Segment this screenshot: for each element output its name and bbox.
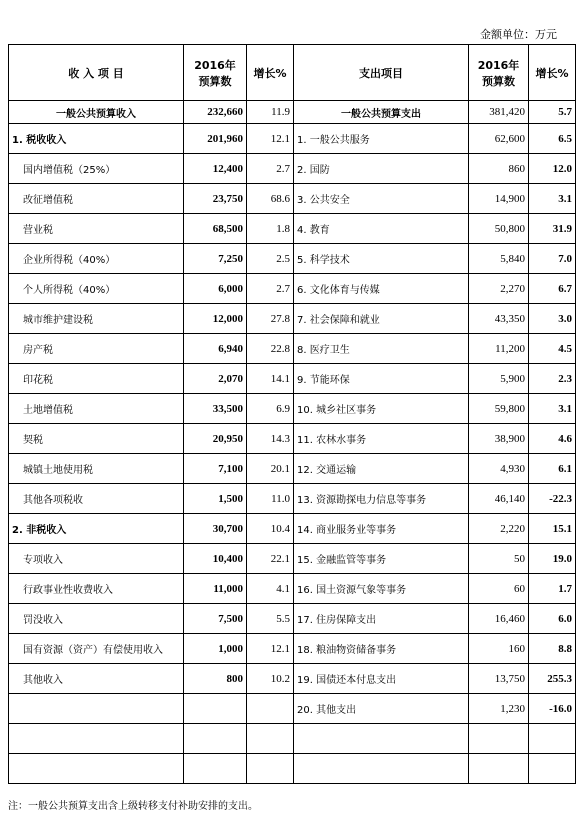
expense-item-cell: 13. 资源勘探电力信息等事务	[294, 484, 469, 514]
table-row	[9, 604, 576, 634]
income-item-cell: 罚没收入	[9, 604, 184, 634]
expense-item-cell: 9. 节能环保	[294, 364, 469, 394]
table-row	[9, 484, 576, 514]
table-row	[9, 634, 576, 664]
income-growth-cell: 10.2	[247, 664, 294, 694]
income-budget-cell: 12,400	[184, 154, 247, 184]
income-budget-cell: 10,400	[184, 544, 247, 574]
expense-budget-cell	[469, 754, 529, 784]
table-row	[9, 244, 576, 274]
table-row	[9, 574, 576, 604]
income-budget-cell: 23,750	[184, 184, 247, 214]
income-item-cell: 行政事业性收费收入	[9, 574, 184, 604]
expense-budget-cell: 381,420	[469, 101, 529, 124]
table-row	[9, 154, 576, 184]
table-row	[9, 184, 576, 214]
income-budget-cell: 7,250	[184, 244, 247, 274]
expense-growth-cell	[529, 724, 576, 754]
expense-budget-header	[469, 45, 529, 101]
income-item-cell	[9, 694, 184, 724]
table-row	[9, 101, 576, 124]
income-budget-cell: 6,000	[184, 274, 247, 304]
income-item-cell: 个人所得税（40%）	[9, 274, 184, 304]
expense-budget-cell: 4,930	[469, 454, 529, 484]
expense-growth-cell: 15.1	[529, 514, 576, 544]
income-growth-cell: 12.1	[247, 634, 294, 664]
income-item-cell: 其他各项税收	[9, 484, 184, 514]
expense-growth-cell: 6.7	[529, 274, 576, 304]
expense-budget-cell: 5,840	[469, 244, 529, 274]
expense-growth-cell: 6.5	[529, 124, 576, 154]
income-item-cell: 其他收入	[9, 664, 184, 694]
income-item-cell: 企业所得税（40%）	[9, 244, 184, 274]
income-growth-cell	[247, 724, 294, 754]
income-item-cell: 国内增值税（25%）	[9, 154, 184, 184]
expense-item-cell: 11. 农林水事务	[294, 424, 469, 454]
table-row	[9, 544, 576, 574]
table-row	[9, 334, 576, 364]
income-growth-cell: 22.1	[247, 544, 294, 574]
income-item-cell: 专项收入	[9, 544, 184, 574]
income-item-cell: 营业税	[9, 214, 184, 244]
income-item-cell: 城市维护建设税	[9, 304, 184, 334]
expense-item-cell: 15. 金融监管等事务	[294, 544, 469, 574]
expense-item-cell: 16. 国土资源气象等事务	[294, 574, 469, 604]
income-budget-cell	[184, 694, 247, 724]
income-growth-cell: 2.5	[247, 244, 294, 274]
budget-table	[8, 44, 576, 784]
expense-budget-cell: 62,600	[469, 124, 529, 154]
footnote: 注：一般公共预算支出含上级转移支付补助安排的支出。	[8, 801, 258, 812]
income-item-cell: 改征增值税	[9, 184, 184, 214]
expense-growth-cell: 3.1	[529, 184, 576, 214]
table-row	[9, 454, 576, 484]
income-growth-cell: 1.8	[247, 214, 294, 244]
expense-item-cell: 10. 城乡社区事务	[294, 394, 469, 424]
expense-growth-cell: 2.3	[529, 364, 576, 394]
expense-budget-cell: 38,900	[469, 424, 529, 454]
table-row	[9, 424, 576, 454]
expense-growth-cell: 6.1	[529, 454, 576, 484]
expense-budget-header-year: 2016年	[477, 58, 520, 72]
table-row	[9, 664, 576, 694]
expense-item-cell: 14. 商业服务业等事务	[294, 514, 469, 544]
table-row	[9, 124, 576, 154]
expense-growth-cell: 4.5	[529, 334, 576, 364]
expense-growth-cell: 12.0	[529, 154, 576, 184]
income-growth-cell: 11.9	[247, 101, 294, 124]
income-item-cell	[9, 724, 184, 754]
expense-growth-cell: -22.3	[529, 484, 576, 514]
income-growth-cell: 11.0	[247, 484, 294, 514]
income-growth-cell: 22.8	[247, 334, 294, 364]
income-growth-cell: 2.7	[247, 274, 294, 304]
expense-growth-header: 增长%	[529, 45, 576, 101]
expense-item-cell: 12. 交通运输	[294, 454, 469, 484]
income-item-header: 收 入 项 目	[9, 45, 184, 101]
income-growth-cell: 4.1	[247, 574, 294, 604]
income-budget-cell: 20,950	[184, 424, 247, 454]
expense-item-header: 支出项目	[294, 45, 469, 101]
expense-budget-cell: 14,900	[469, 184, 529, 214]
income-growth-cell: 14.1	[247, 364, 294, 394]
expense-budget-cell: 1,230	[469, 694, 529, 724]
table-row	[9, 514, 576, 544]
income-item-cell: 国有资源（资产）有偿使用收入	[9, 634, 184, 664]
table-row	[9, 724, 576, 754]
expense-growth-cell: 31.9	[529, 214, 576, 244]
income-budget-cell: 201,960	[184, 124, 247, 154]
expense-growth-cell: 255.3	[529, 664, 576, 694]
expense-growth-cell: 7.0	[529, 244, 576, 274]
income-budget-cell: 2,070	[184, 364, 247, 394]
income-item-cell: 城镇土地使用税	[9, 454, 184, 484]
expense-budget-cell: 59,800	[469, 394, 529, 424]
table-row	[9, 274, 576, 304]
expense-item-cell: 20. 其他支出	[294, 694, 469, 724]
table-row	[9, 214, 576, 244]
income-budget-cell: 7,100	[184, 454, 247, 484]
income-budget-cell: 1,000	[184, 634, 247, 664]
income-item-cell: 2. 非税收入	[9, 514, 184, 544]
income-growth-cell: 20.1	[247, 454, 294, 484]
income-growth-cell: 14.3	[247, 424, 294, 454]
expense-budget-cell: 11,200	[469, 334, 529, 364]
expense-item-cell: 18. 粮油物资储备事务	[294, 634, 469, 664]
expense-budget-cell: 60	[469, 574, 529, 604]
income-growth-cell: 6.9	[247, 394, 294, 424]
expense-item-cell: 1. 一般公共服务	[294, 124, 469, 154]
income-growth-cell: 12.1	[247, 124, 294, 154]
income-item-cell: 契税	[9, 424, 184, 454]
expense-budget-cell: 2,220	[469, 514, 529, 544]
income-budget-cell	[184, 754, 247, 784]
expense-budget-cell: 5,900	[469, 364, 529, 394]
income-growth-cell	[247, 754, 294, 784]
expense-budget-cell: 50	[469, 544, 529, 574]
income-budget-cell: 68,500	[184, 214, 247, 244]
expense-item-cell: 6. 文化体育与传媒	[294, 274, 469, 304]
income-budget-header-year: 2016年	[194, 58, 236, 72]
income-budget-cell: 800	[184, 664, 247, 694]
expense-item-cell: 8. 医疗卫生	[294, 334, 469, 364]
unit-label: 金额单位：万元	[480, 28, 557, 41]
income-budget-cell: 33,500	[184, 394, 247, 424]
expense-item-cell: 5. 科学技术	[294, 244, 469, 274]
expense-growth-cell: 1.7	[529, 574, 576, 604]
expense-growth-cell: 5.7	[529, 101, 576, 124]
expense-growth-cell: 4.6	[529, 424, 576, 454]
income-growth-cell: 27.8	[247, 304, 294, 334]
income-item-cell: 土地增值税	[9, 394, 184, 424]
expense-item-cell	[294, 724, 469, 754]
expense-budget-cell: 860	[469, 154, 529, 184]
expense-item-cell: 19. 国债还本付息支出	[294, 664, 469, 694]
expense-growth-cell	[529, 754, 576, 784]
expense-budget-cell	[469, 724, 529, 754]
expense-item-cell: 7. 社会保障和就业	[294, 304, 469, 334]
expense-growth-cell: 19.0	[529, 544, 576, 574]
table-row	[9, 694, 576, 724]
income-budget-cell: 232,660	[184, 101, 247, 124]
income-growth-cell: 5.5	[247, 604, 294, 634]
income-item-cell: 1. 税收收入	[9, 124, 184, 154]
table-row	[9, 364, 576, 394]
expense-growth-cell: 8.8	[529, 634, 576, 664]
income-budget-cell	[184, 724, 247, 754]
table-row	[9, 394, 576, 424]
expense-budget-cell: 16,460	[469, 604, 529, 634]
income-budget-cell: 1,500	[184, 484, 247, 514]
expense-budget-header-label: 预算数	[482, 74, 515, 88]
income-growth-cell: 68.6	[247, 184, 294, 214]
expense-budget-cell: 43,350	[469, 304, 529, 334]
expense-budget-cell: 46,140	[469, 484, 529, 514]
expense-growth-cell: 3.0	[529, 304, 576, 334]
income-growth-cell	[247, 694, 294, 724]
income-budget-cell: 11,000	[184, 574, 247, 604]
income-budget-header-label: 预算数	[198, 74, 232, 88]
expense-item-cell	[294, 754, 469, 784]
expense-growth-cell: 6.0	[529, 604, 576, 634]
income-growth-header: 增长%	[247, 45, 294, 101]
income-budget-header	[184, 45, 247, 101]
income-item-cell	[9, 754, 184, 784]
income-item-cell: 一般公共预算收入	[9, 101, 184, 124]
expense-budget-cell: 160	[469, 634, 529, 664]
expense-item-cell: 2. 国防	[294, 154, 469, 184]
income-item-cell: 印花税	[9, 364, 184, 394]
table-row	[9, 754, 576, 784]
income-budget-cell: 6,940	[184, 334, 247, 364]
expense-item-cell: 17. 住房保障支出	[294, 604, 469, 634]
expense-item-cell: 4. 教育	[294, 214, 469, 244]
income-growth-cell: 2.7	[247, 154, 294, 184]
expense-budget-cell: 50,800	[469, 214, 529, 244]
income-budget-cell: 7,500	[184, 604, 247, 634]
income-budget-cell: 12,000	[184, 304, 247, 334]
expense-budget-cell: 2,270	[469, 274, 529, 304]
expense-item-cell: 一般公共预算支出	[294, 101, 469, 124]
income-growth-cell: 10.4	[247, 514, 294, 544]
header-row	[9, 45, 576, 101]
table-row	[9, 304, 576, 334]
expense-budget-cell: 13,750	[469, 664, 529, 694]
income-item-cell: 房产税	[9, 334, 184, 364]
expense-growth-cell: 3.1	[529, 394, 576, 424]
expense-growth-cell: -16.0	[529, 694, 576, 724]
expense-item-cell: 3. 公共安全	[294, 184, 469, 214]
income-budget-cell: 30,700	[184, 514, 247, 544]
